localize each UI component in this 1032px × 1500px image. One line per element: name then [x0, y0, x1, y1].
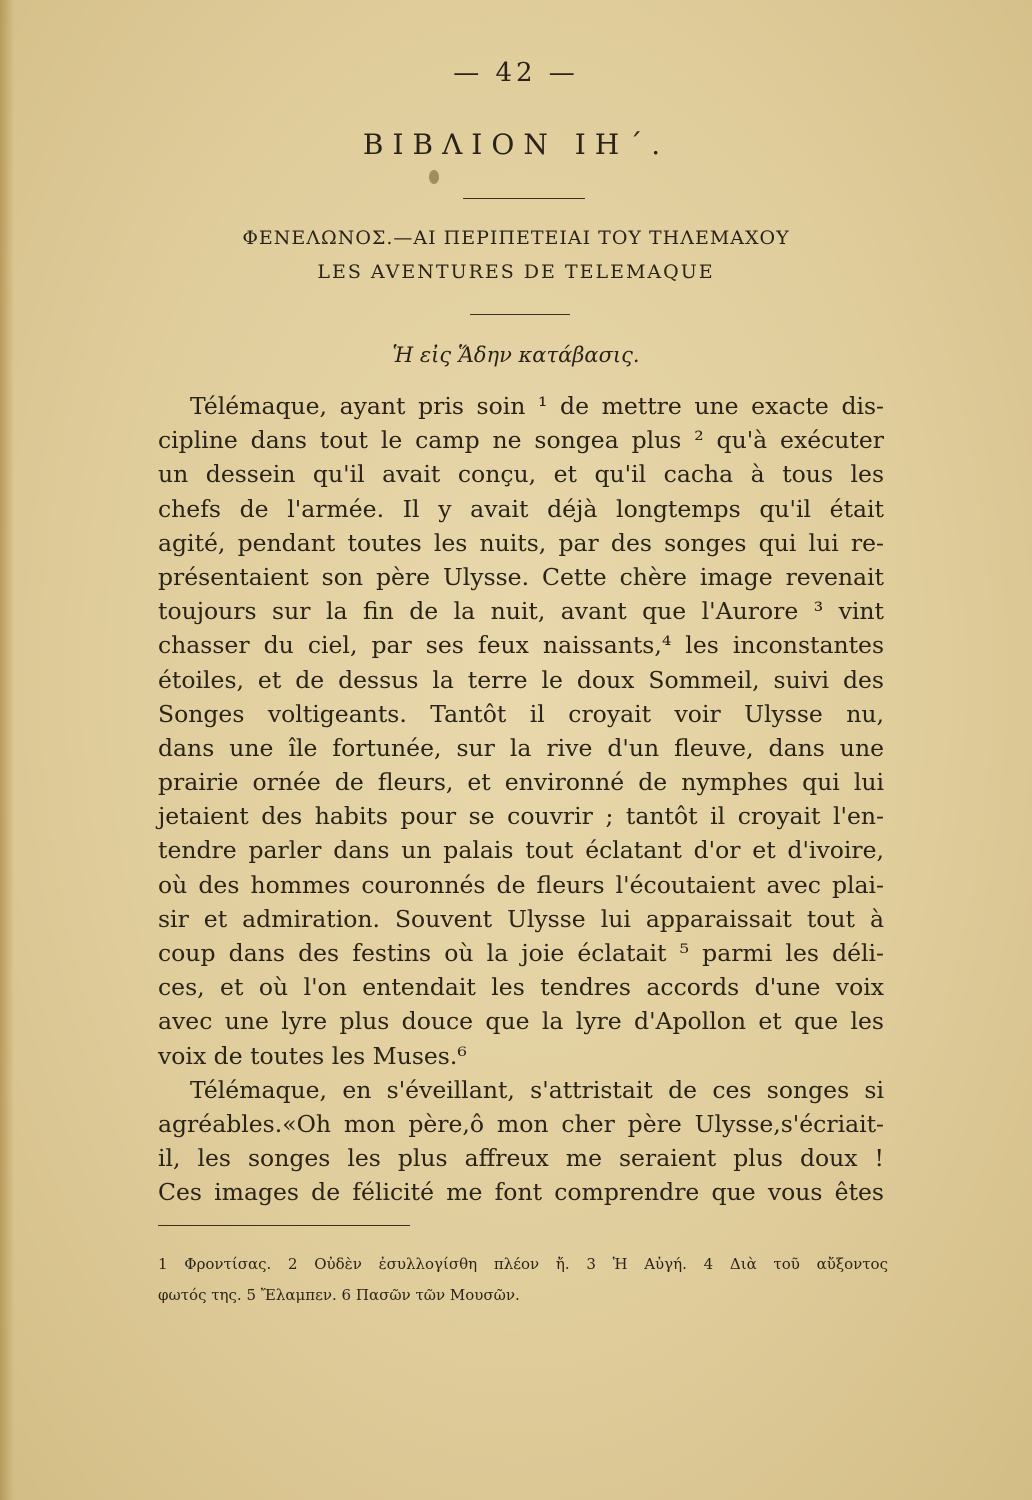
text-line: sir et admiration. Souvent Ulysse lui apparaissait tout à	[158, 904, 884, 933]
text-line: ces, et où l'on entendait les tendres accords d'une voix	[158, 973, 884, 1002]
text-line: Télémaque, ayant pris soin ¹ de mettre une exacte dis-	[190, 392, 884, 420]
page-binding-shadow	[0, 0, 14, 1500]
text-line: Songes voltigeants. Tantôt il croyait voir Ulysse nu,	[158, 699, 884, 728]
text-line: présentaient son père Ulysse. Cette chère image revenait	[158, 562, 884, 591]
text-line: tendre parler dans un palais tout éclatant d'or et d'ivoire,	[158, 836, 884, 865]
text-line: cipline dans tout le camp ne songea plus ² qu'à exécuter	[158, 426, 884, 455]
text-line: dans une île fortunée, sur la rive d'un fleuve, dans une	[158, 733, 884, 762]
text-line: chasser du ciel, par ses feux naissants,⁴ les inconstantes	[158, 631, 884, 660]
footnote-divider	[158, 1225, 410, 1226]
author-title: ΦΕΝΕΛΩΝΟΣ.—ΑΙ ΠΕΡΙΠΕΤΕΙΑΙ ΤΟΥ ΤΗΛΕΜΑΧΟΥ	[242, 227, 790, 249]
text-line: étoiles, et de dessus la terre le doux Sommeil, suivi des	[158, 665, 884, 694]
text-line: où des hommes couronnés de fleurs l'écoutaient avec plai-	[158, 870, 884, 899]
text-line: agréables.«Oh mon père,ô mon cher père Ulysse,s'écriait-	[158, 1109, 884, 1138]
text-line: toujours sur la fin de la nuit, avant que l'Aurore ³ vint	[158, 597, 884, 626]
footnote-line: 1 Φροντίσας. 2 Οὐδὲν ἐσυλλογίσθη πλέον ἤ. 3 Ἡ Αὐγή. 4 Διὰ τοῦ αὔξοντος	[158, 1255, 888, 1273]
footnote-line: φωτός της. 5 Ἔλαμπεν. 6 Πασῶν τῶν Μουσῶν.	[158, 1286, 520, 1304]
text-line: Télémaque, en s'éveillant, s'attristait de ces songes si	[190, 1075, 884, 1104]
page-number: — 42 —	[453, 58, 579, 88]
text-line: avec une lyre plus douce que la lyre d'Apollon et que les	[158, 1007, 884, 1036]
text-line: voix de toutes les Muses.⁶	[158, 1041, 467, 1070]
ink-stain	[429, 170, 439, 184]
text-line: il, les songes les plus affreux me seraient plus doux !	[158, 1144, 884, 1173]
text-line: chefs de l'armée. Il y avait déjà longtemps qu'il était	[158, 494, 884, 523]
text-line: agité, pendant toutes les nuits, par des songes qui lui re-	[158, 528, 884, 557]
body-text	[158, 389, 884, 1210]
text-line: coup dans des festins où la joie éclatait ⁵ parmi les déli-	[158, 939, 884, 967]
divider-rule	[463, 198, 585, 199]
subtitle: LES AVENTURES DE TELEMAQUE	[317, 261, 715, 283]
text-line: Ces images de félicité me font comprendre que vous êtes	[158, 1178, 884, 1207]
text-line: jetaient des habits pour se couvrir ; tantôt il croyait l'en-	[158, 802, 884, 831]
divider-rule	[470, 314, 570, 315]
section-heading: Ἡ εἰς Ἅδην κατάβασις.	[392, 343, 640, 367]
footnotes	[158, 1249, 888, 1311]
text-line: un dessein qu'il avait conçu, et qu'il cacha à tous les	[158, 460, 884, 489]
book-title: ΒΙΒΛΙΟΝ ΙΗ΄.	[362, 128, 670, 161]
text-line: prairie ornée de fleurs, et environné de nymphes qui lui	[158, 768, 884, 797]
